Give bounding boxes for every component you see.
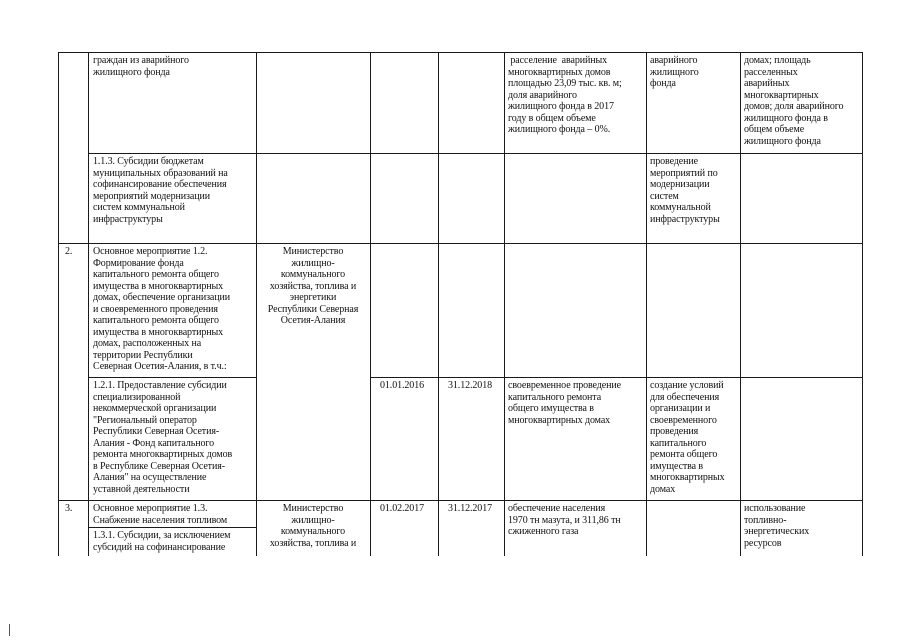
- row1-expected-result: расселение аварийных многоквартирных домов площадью 23,09 тыс. кв. м; доля аварийного жилищного фонда в 2017 году в общем объеме жилищного фонда – 0%.: [508, 55, 622, 135]
- grid-line: [88, 52, 89, 556]
- row5-number: 3.: [65, 503, 73, 514]
- grid-line: [58, 500, 863, 501]
- row4-start-date: 01.01.2016: [380, 380, 425, 391]
- grid-line: [504, 52, 505, 556]
- row5-indicator-link: использование топливно- энергетических ресурсов: [744, 503, 810, 549]
- row3-responsible: Министерство жилищно- коммунального хозяйства, топлива и энергетики Республики Северная Осетия-Алания: [267, 246, 359, 326]
- row1-consequences: аварийного жилищного фонда: [650, 55, 699, 89]
- row4-measure-name: 1.2.1. Предоставление субсидии специализированной некоммерческой организации "Региональный оператор Республики Северная Осетия- Алания - Фонд капитального ремонта многоквартирных домов в Республике Северная Осетия- Алания" на осуществление уставной деятельности: [93, 380, 233, 495]
- grid-line: [740, 52, 741, 556]
- row5-end-date: 31.12.2017: [448, 503, 493, 514]
- row5-measure-name: Основное мероприятие 1.3. Снабжение населения топливом: [93, 503, 228, 526]
- row5-responsible: Министерство жилищно- коммунального хозяйства, топлива и: [269, 503, 357, 549]
- row5-expected-result: обеспечение населения 1970 тн мазута, и 311,86 тн сжиженного газа: [508, 503, 621, 537]
- row3-number: 2.: [65, 246, 73, 257]
- grid-line: [862, 52, 863, 556]
- row5-start-date: 01.02.2017: [380, 503, 425, 514]
- row5-sub-measure-name: 1.3.1. Субсидии, за исключением субсидий на софинансирование: [93, 530, 231, 553]
- row2-measure-name: 1.1.3. Субсидии бюджетам муниципальных образований на софинансирование обеспечения мероприятий модернизации систем коммунальной инфраструктуры: [93, 156, 228, 225]
- grid-line: [646, 52, 647, 556]
- row4-expected-result: своевременное проведение капитального ремонта общего имущества в многоквартирных домах: [508, 380, 621, 426]
- grid-line: [58, 52, 863, 53]
- row4-end-date: 31.12.2018: [448, 380, 493, 391]
- row1-measure-name: граждан из аварийного жилищного фонда: [93, 55, 189, 78]
- scan-edge-mark: [9, 624, 10, 636]
- grid-line: [58, 243, 863, 244]
- grid-line: [438, 52, 439, 556]
- row4-consequences: создание условий для обеспечения организации и своевременного проведения капитального ремонта общего имущества в многоквартирных домах: [650, 380, 725, 495]
- grid-line: [58, 52, 59, 556]
- grid-line: [370, 52, 371, 556]
- grid-line: [88, 153, 863, 154]
- grid-line: [370, 377, 863, 378]
- row2-consequences: проведение мероприятий по модернизации систем коммунальной инфраструктуры: [650, 156, 720, 225]
- row1-indicator-link: домах; площадь расселенных аварийных многоквартирных домов; доля аварийного жилищного фонда в общем объеме жилищного фонда: [744, 55, 844, 147]
- grid-line: [88, 527, 256, 528]
- row3-measure-name: Основное мероприятие 1.2. Формирование фонда капитального ремонта общего имущества в многоквартирных домах, обеспечение организации и своевременного проведения капитального ремонта общего имущества в многоквартирных домах, расположенных на территории Республики Северная Осетия-Алания, в т.ч.:: [93, 246, 231, 372]
- grid-line: [88, 377, 256, 378]
